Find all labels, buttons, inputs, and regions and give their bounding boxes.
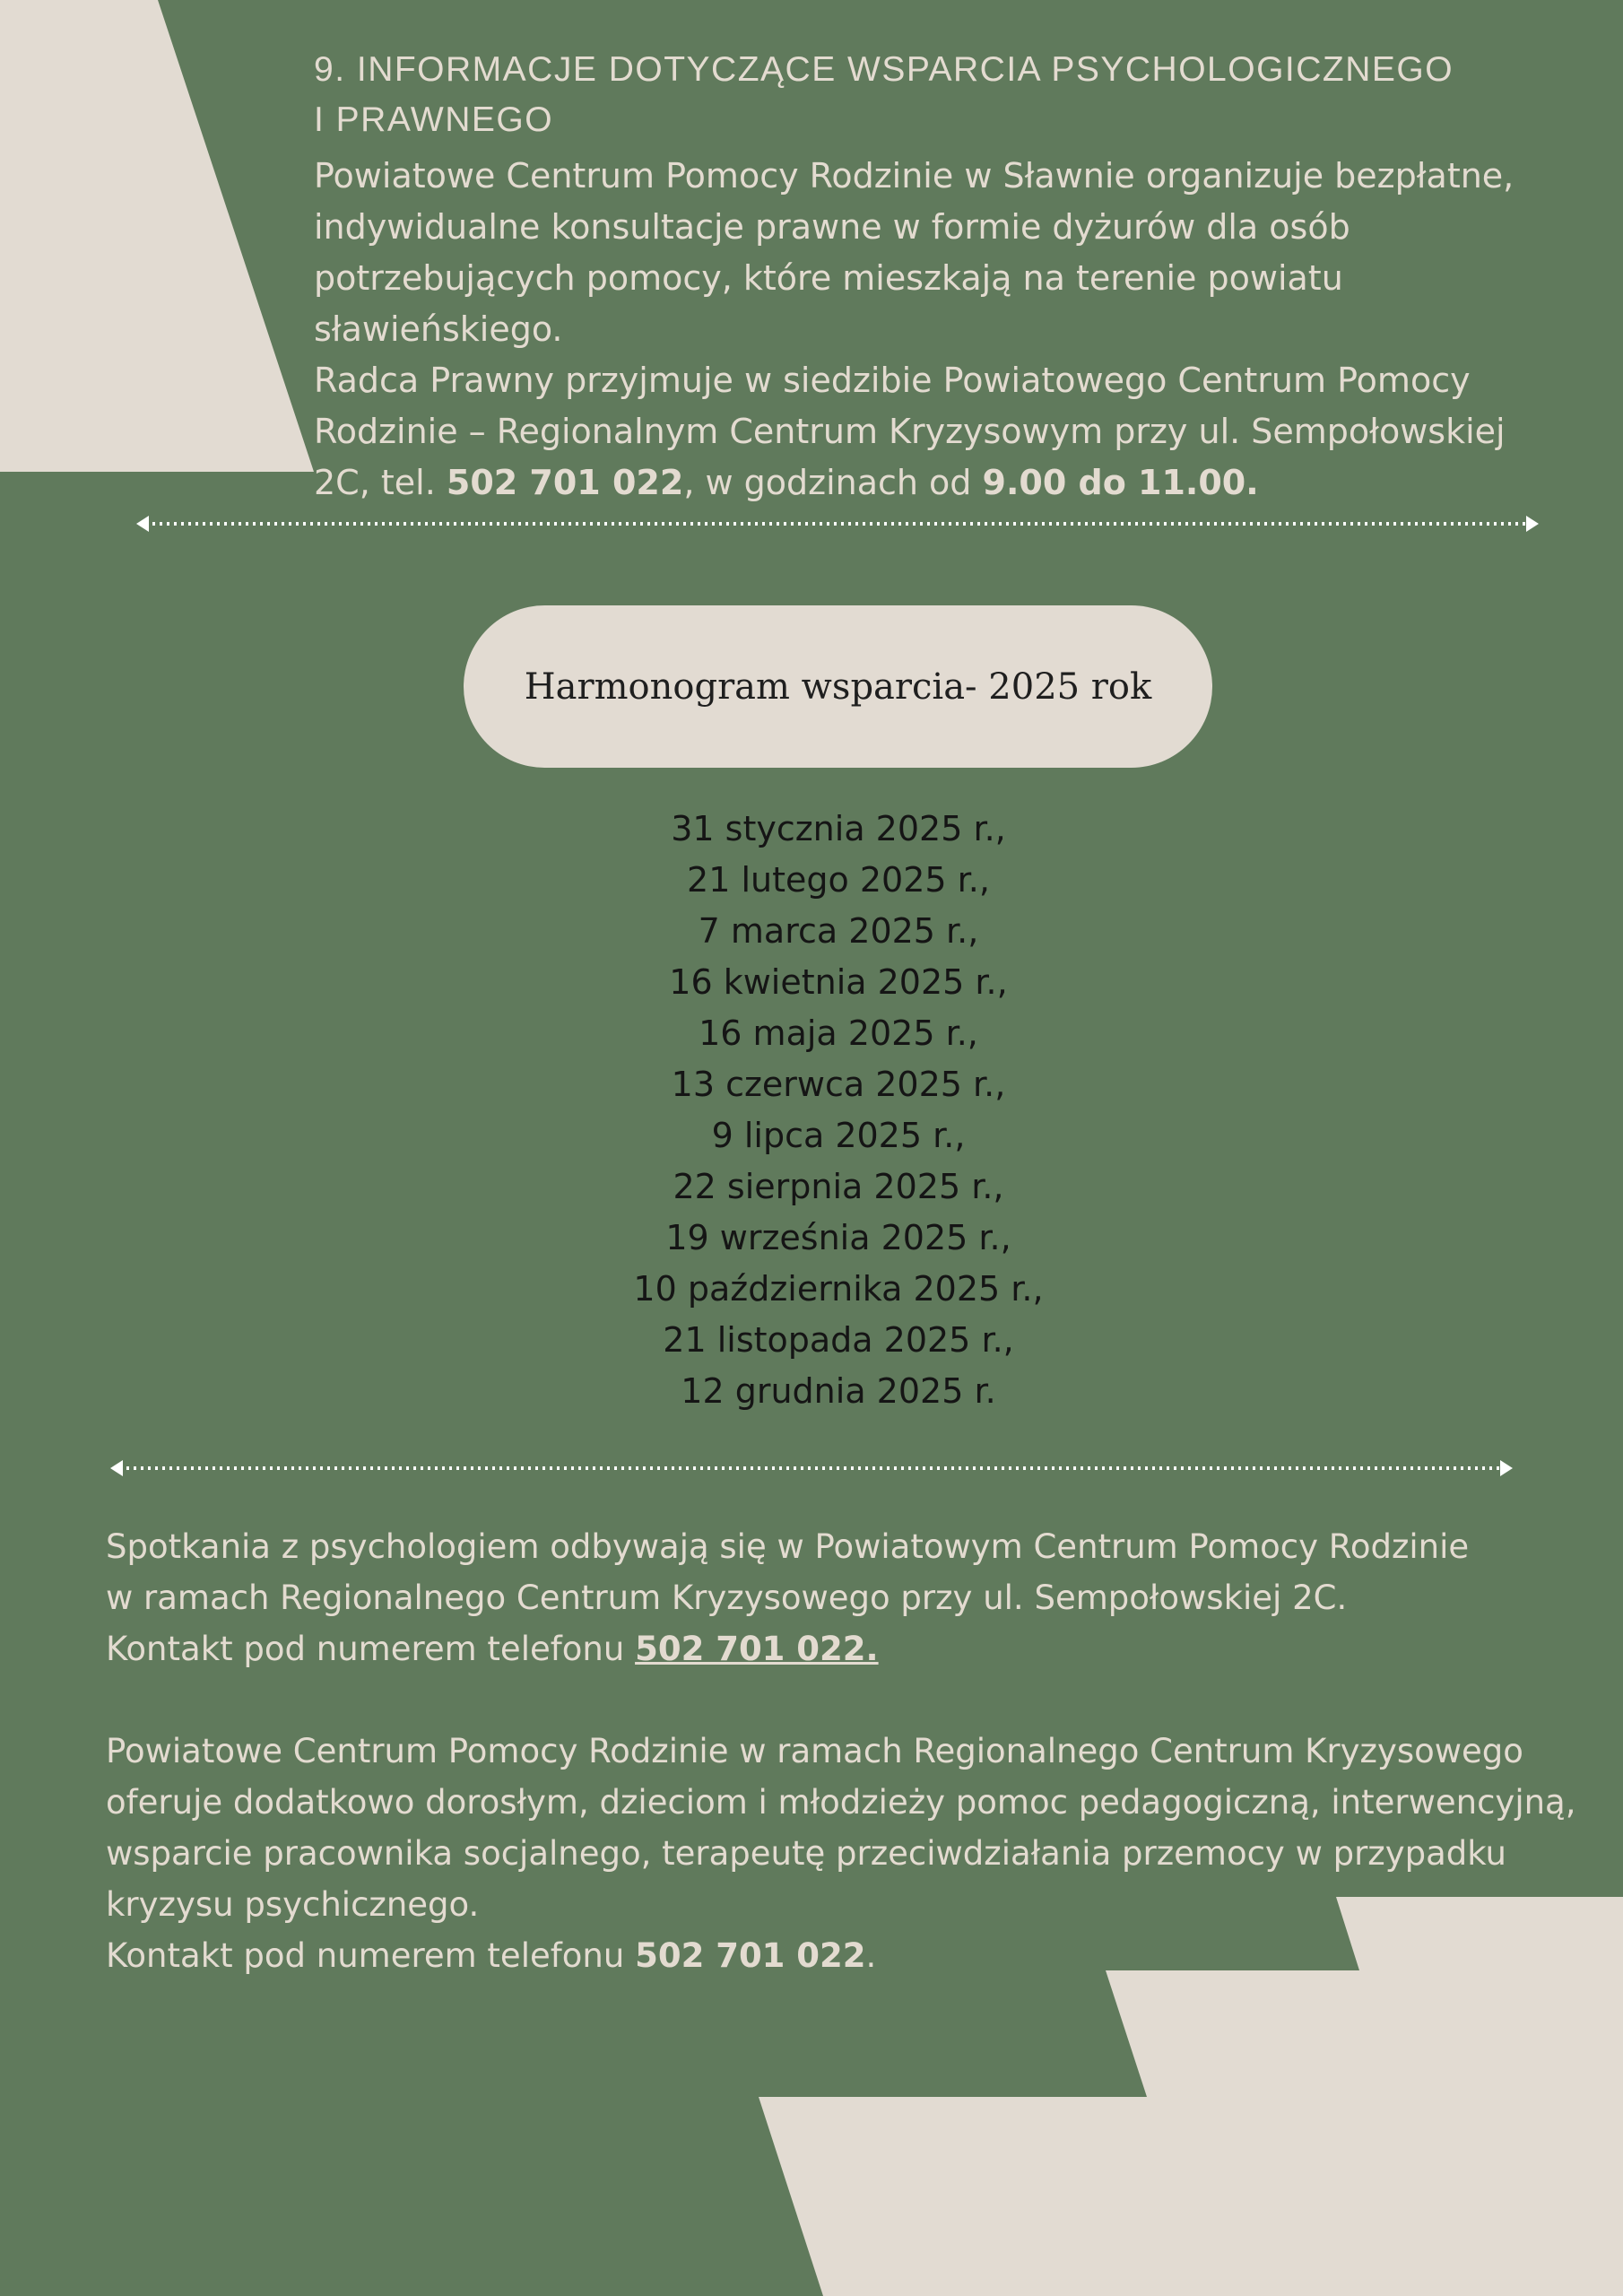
schedule-title-pill xyxy=(464,605,1212,768)
psych-line-2: w ramach Regionalnego Centrum Kryzysowego przy ul. Sempołowskiej 2C. xyxy=(106,1578,1348,1617)
psych-phone: 502 701 022. xyxy=(635,1630,879,1668)
legal-info-paragraph-2: Radca Prawny przyjmuje w siedzibie Powiatowego Centrum Pomocy Rodzinie – Regionalnym Centrum Kryzysowym przy ul. Sempołowskiej 2C, tel. 502 701 022, w godzinach od 9.00 do 11.00. xyxy=(314,361,1506,502)
schedule-date: 16 maja 2025 r., xyxy=(699,1013,978,1053)
schedule-date: 10 października 2025 r., xyxy=(633,1269,1044,1309)
legal-info-paragraph-1: Powiatowe Centrum Pomocy Rodzinie w Sławnie organizuje bezpłatne, indywidualne konsultacje prawne w formie dyżurów dla osób potrzebujących pomocy, które mieszkają na terenie powiatu sławieńskiego. xyxy=(314,156,1515,349)
schedule-date: 13 czerwca 2025 r., xyxy=(671,1065,1006,1104)
schedule-dates xyxy=(0,804,1623,1417)
psychological-support-info xyxy=(106,1521,1612,1981)
schedule-date: 12 grudnia 2025 r. xyxy=(681,1371,996,1411)
psych-line-1: Spotkania z psychologiem odbywają się w Powiatowym Centrum Pomocy Rodzinie xyxy=(106,1527,1470,1566)
schedule-title: Harmonogram wsparcia- 2025 rok xyxy=(524,665,1152,708)
legal-info xyxy=(314,151,1569,509)
heading-line-1: 9. INFORMACJE DOTYCZĄCE WSPARCIA PSYCHOLOGICZNEGO xyxy=(314,50,1454,89)
schedule-date: 31 stycznia 2025 r., xyxy=(671,809,1006,848)
support-paragraph: Powiatowe Centrum Pomocy Rodzinie w ramach Regionalnego Centrum Kryzysowego oferuje dodatkowo dorosłym, dzieciom i młodzieży pomoc pedagogiczną, interwencyjną, wsparcie pracownika socjalnego, terapeutę przeciwdziałania przemocy w przypadku kryzysu psychicznego. xyxy=(106,1732,1576,1924)
heading-line-2: I PRAWNEGO xyxy=(314,100,554,139)
schedule-date: 7 marca 2025 r., xyxy=(698,911,979,951)
schedule-date: 16 kwietnia 2025 r., xyxy=(669,962,1008,1002)
schedule-date: 21 listopada 2025 r., xyxy=(663,1320,1014,1360)
schedule-date: 19 września 2025 r., xyxy=(665,1218,1011,1257)
schedule-date: 22 sierpnia 2025 r., xyxy=(673,1167,1004,1206)
support-contact: Kontakt pod numerem telefonu 502 701 022. xyxy=(106,1936,877,1975)
schedule-date: 21 lutego 2025 r., xyxy=(687,860,990,900)
schedule-date: 9 lipca 2025 r., xyxy=(711,1116,966,1155)
psych-contact: Kontakt pod numerem telefonu 502 701 022. xyxy=(106,1630,879,1668)
legal-phone: 502 701 022 xyxy=(446,463,684,502)
legal-hours: 9.00 do 11.00. xyxy=(982,463,1259,502)
top-left-beige-shape xyxy=(0,0,314,472)
divider-bottom xyxy=(110,1460,1513,1476)
support-phone: 502 701 022 xyxy=(635,1936,866,1975)
section-heading xyxy=(314,45,1569,145)
divider-top xyxy=(136,516,1539,532)
